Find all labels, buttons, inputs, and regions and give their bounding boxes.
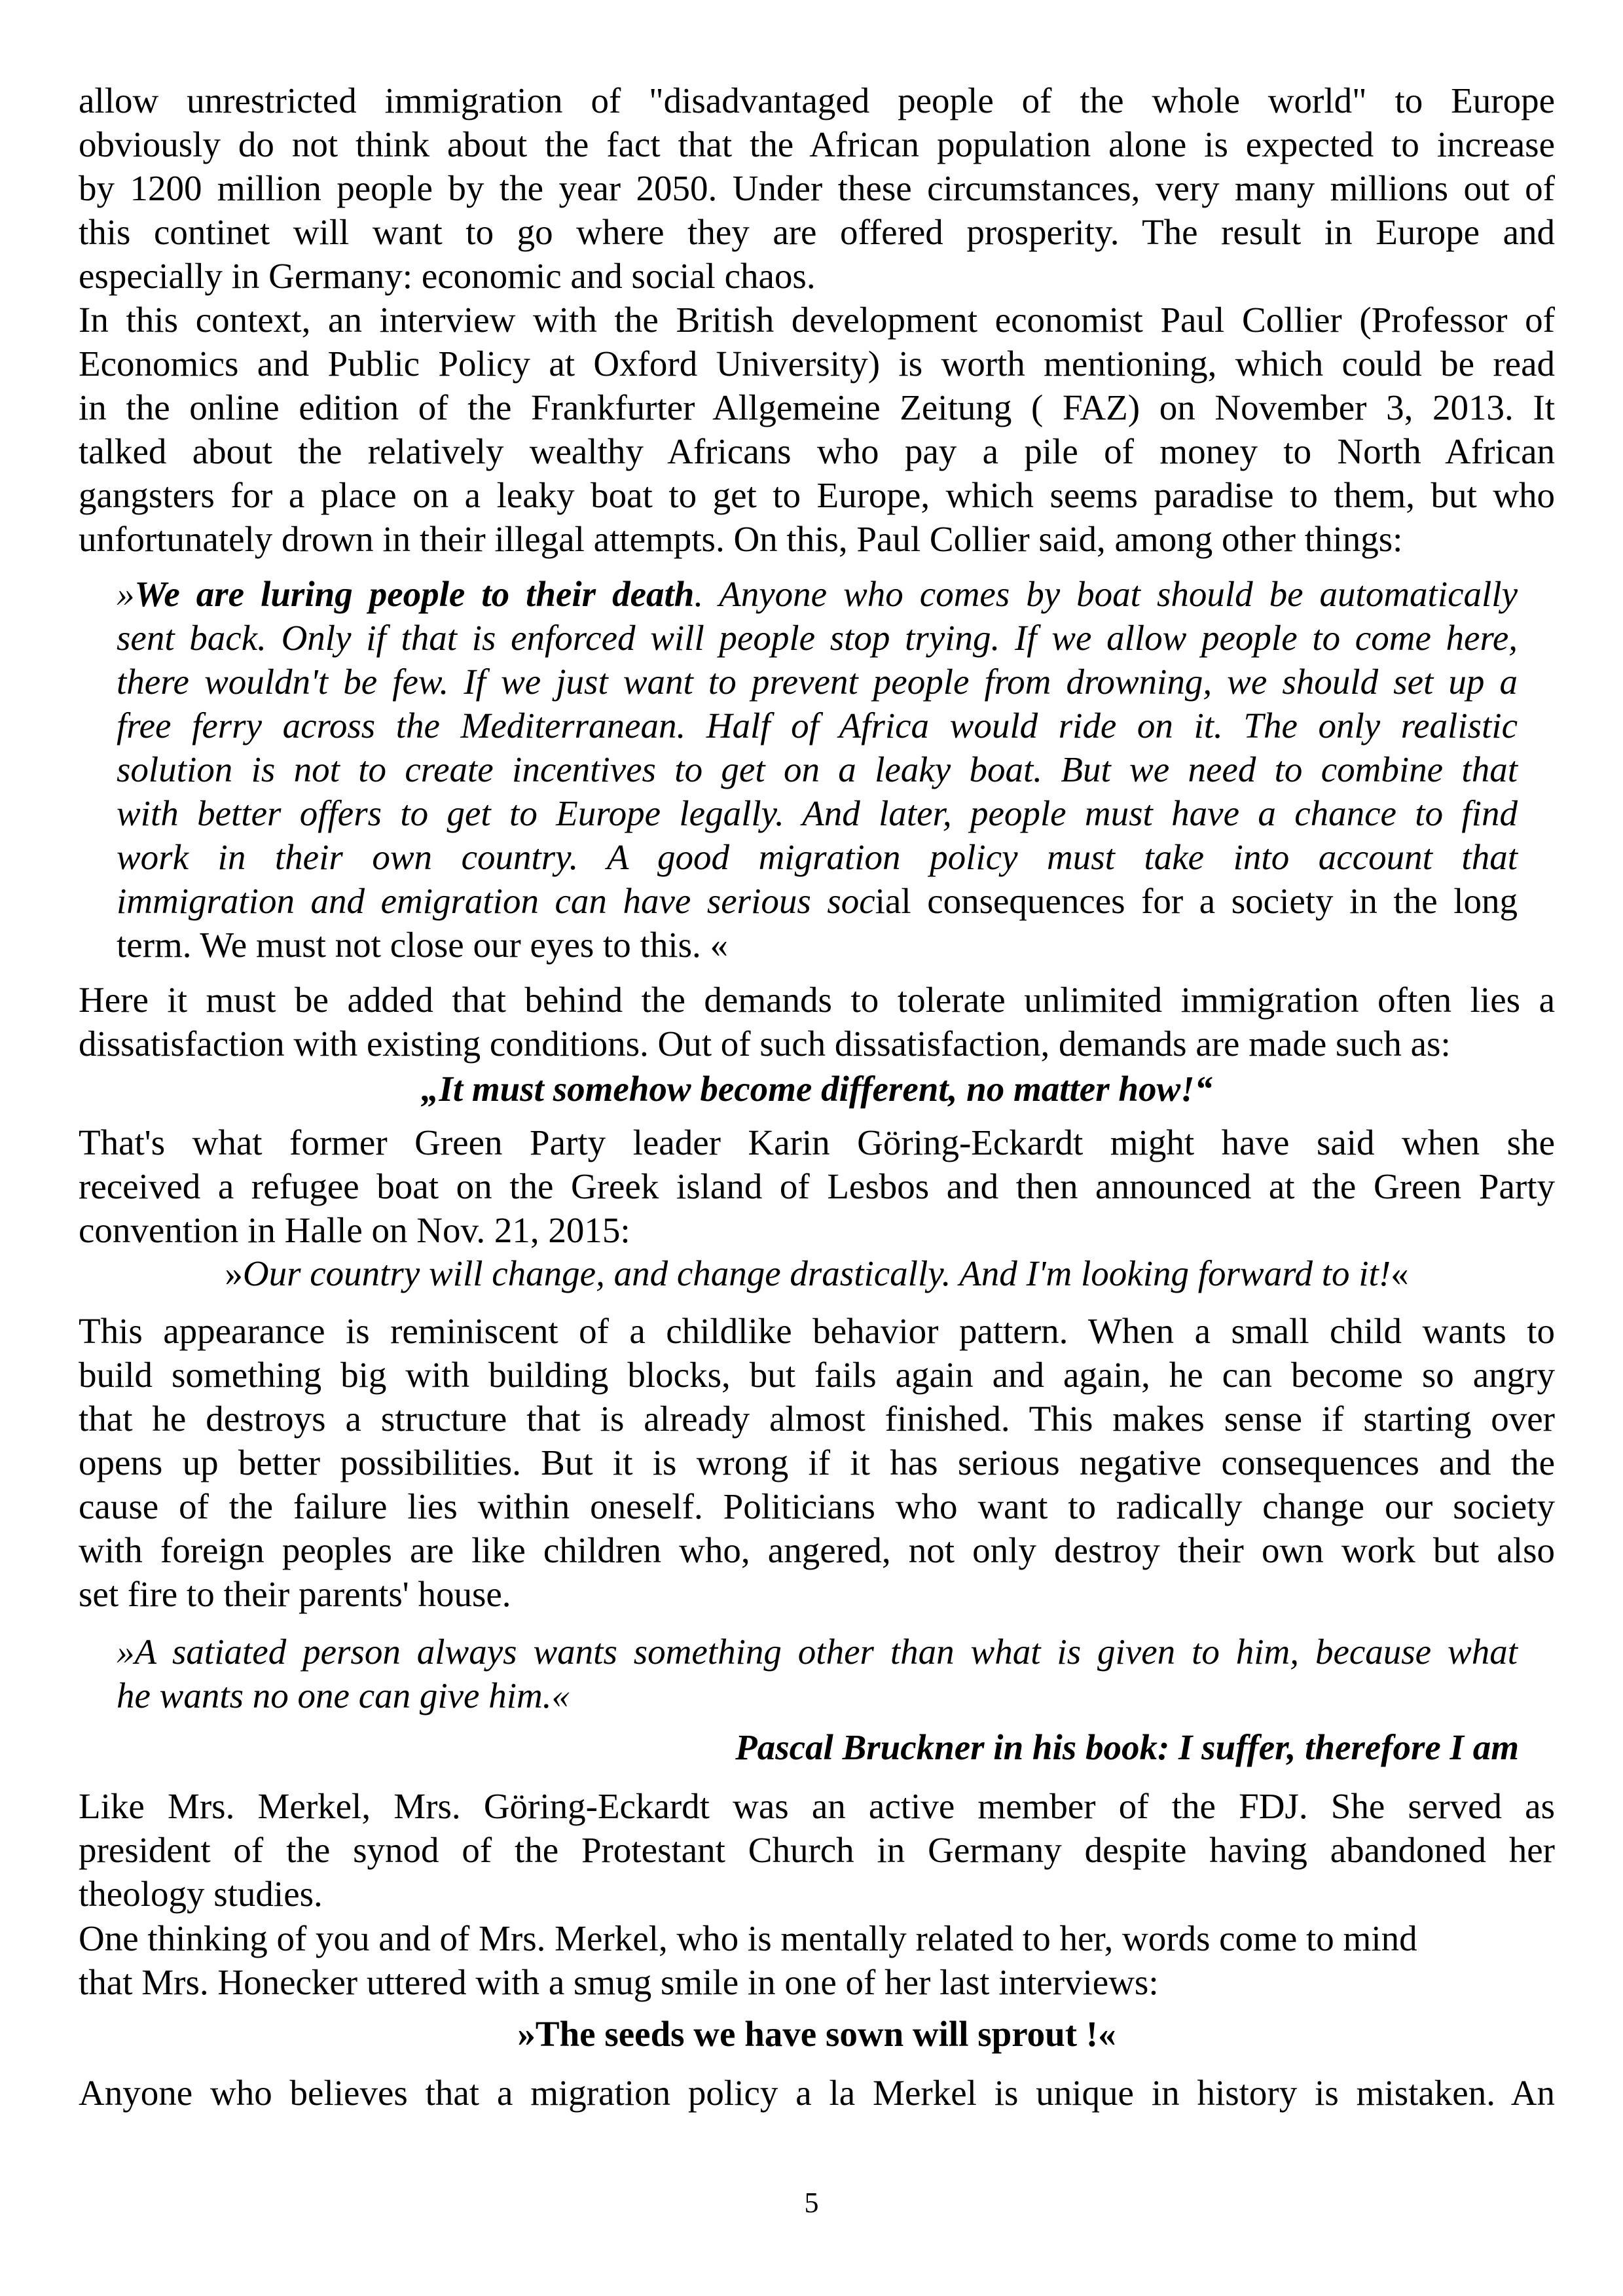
text-line: theology studies.: [79, 1874, 323, 1914]
text-line: convention in Halle on Nov. 21, 2015:: [79, 1210, 630, 1250]
text-line: opens up better possibilities. But it is wrong if it has serious negative consequences and the: [79, 1443, 1555, 1482]
quote-line: there wouldn't be few. If we just want to prevent people from drowning, we should set up a: [117, 662, 1518, 702]
bruckner-quote: [117, 1630, 1518, 1717]
quote-line: »A satiated person always wants something other than what is given to him, because what: [117, 1632, 1518, 1672]
quote-line: he wants no one can give him.«: [117, 1676, 570, 1715]
demand-quote: [79, 1067, 1555, 1111]
close-quote-mark: «: [1391, 1253, 1409, 1293]
text-line: gangsters for a place on a leaky boat to get to Europe, which seems paradise to them, but who: [79, 475, 1555, 515]
text-line: obviously do not think about the fact that the African population alone is expected to increase: [79, 124, 1555, 164]
quote-line: [117, 879, 1518, 923]
paragraph-7: [79, 1916, 1555, 2004]
honecker-quote: [79, 2012, 1555, 2056]
quote-text-upright: ial consequences for a society in the long: [875, 881, 1518, 921]
quote-line: sent back. Only if that is enforced will people stop trying. If we allow people to come here,: [117, 618, 1518, 658]
text-line: Economics and Public Policy at Oxford University) is worth mentioning, which could be read: [79, 344, 1555, 384]
text-line: cause of the failure lies within oneself. Politicians who want to radically change our society: [79, 1486, 1555, 1526]
paragraph-2: [79, 298, 1555, 561]
text-line: dissatisfaction with existing conditions. Out of such dissatisfaction, demands are made such as:: [79, 1024, 1451, 1064]
emphasized-lead: We are luring people to their death: [134, 574, 695, 614]
open-quote-mark: »: [225, 1253, 243, 1293]
text-line: This appearance is reminiscent of a childlike behavior pattern. When a small child wants to: [79, 1311, 1555, 1351]
quote-line: work in their own country. A good migration policy must take into account that: [117, 837, 1518, 877]
quote-text: . Anyone who comes by boat should be automatically: [694, 574, 1518, 614]
paragraph-8: [79, 2071, 1555, 2115]
centered-quote: [79, 1251, 1555, 1295]
text-line: with foreign peoples are like children who, angered, not only destroy their own work but also: [79, 1530, 1555, 1570]
quote-line: with better offers to get to Europe legally. And later, people must have a chance to find: [117, 793, 1518, 833]
text-line: talked about the relatively wealthy Africans who pay a pile of money to North African: [79, 431, 1555, 471]
text-line: in the online edition of the Frankfurter Allgemeine Zeitung ( FAZ) on November 3, 2013. It: [79, 387, 1555, 427]
text-line: unfortunately drown in their illegal attempts. On this, Paul Collier said, among other things:: [79, 519, 1403, 559]
text-line: especially in Germany: economic and social chaos.: [79, 256, 816, 296]
goering-quote: [79, 1251, 1555, 1295]
text-line: by 1200 million people by the year 2050. Under these circumstances, very many millions out of: [79, 168, 1555, 208]
centered-quote: „It must somehow become different, no matter how!“: [420, 1069, 1213, 1109]
text-line: Like Mrs. Merkel, Mrs. Göring-Eckardt was an active member of the FDJ. She served as: [79, 1786, 1555, 1826]
text-line: president of the synod of the Protestant Church in Germany despite having abandoned her: [79, 1830, 1555, 1870]
text-line: set fire to their parents' house.: [79, 1574, 511, 1614]
text-line: that Mrs. Honecker uttered with a smug smile in one of her last interviews:: [79, 1962, 1159, 2002]
text-line: that he destroys a structure that is already almost finished. This makes sense if starting over: [79, 1399, 1555, 1439]
quote-line: term. We must not close our eyes to this. «: [117, 925, 729, 965]
open-quote-mark: »: [117, 574, 135, 614]
quote-line: free ferry across the Mediterranean. Half of Africa would ride on it. The only realistic: [117, 706, 1518, 745]
text-line: Here it must be added that behind the demands to tolerate unlimited immigration often lies a: [79, 980, 1555, 1020]
text-line: build something big with building blocks, but fails again and again, he can become so angry: [79, 1355, 1555, 1395]
attribution-text: Pascal Bruckner in his book: I suffer, therefore I am: [735, 1727, 1519, 1767]
centered-quote: »The seeds we have sown will sprout !«: [517, 2014, 1116, 2054]
text-line: That's what former Green Party leader Karin Göring-Eckardt might have said when she: [79, 1122, 1555, 1162]
text-line: In this context, an interview with the British development economist Paul Collier (Professor of: [79, 300, 1555, 340]
paragraph-5: [79, 1309, 1555, 1616]
collier-quote: [117, 572, 1518, 967]
quote-line: solution is not to create incentives to get on a leaky boat. But we need to combine that: [117, 749, 1518, 789]
paragraph-4: [79, 1121, 1555, 1252]
text-line: received a refugee boat on the Greek island of Lesbos and then announced at the Green Party: [79, 1166, 1555, 1206]
text-line: allow unrestricted immigration of "disadvantaged people of the whole world" to Europe: [79, 81, 1555, 120]
quote-text-italic: immigration and emigration can have serious soc: [117, 881, 875, 921]
text-line: this continet will want to go where they are offered prosperity. The result in Europe and: [79, 212, 1555, 252]
paragraph-6: [79, 1784, 1555, 1916]
quote-text: Our country will change, and change drastically. And I'm looking forward to it!: [242, 1253, 1391, 1293]
paragraph-3: [79, 978, 1555, 1066]
text-line: Anyone who believes that a migration policy a la Merkel is unique in history is mistaken. An: [79, 2073, 1555, 2113]
quote-line: [117, 572, 1518, 616]
bruckner-attribution: [79, 1725, 1519, 1769]
paragraph-1: [79, 79, 1555, 298]
page-number: 5: [804, 2187, 819, 2219]
text-line: One thinking of you and of Mrs. Merkel, who is mentally related to her, words come to mind: [79, 1918, 1417, 1958]
